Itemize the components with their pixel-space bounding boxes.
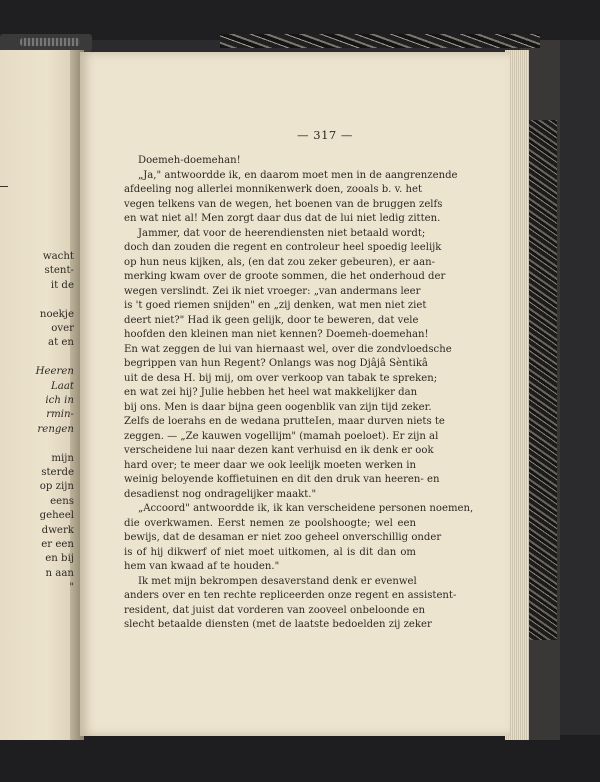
- text-line: die overkwamen. Eerst nemen ze poolshoogte; wel een: [124, 517, 416, 529]
- left-fragment: geheel: [39, 510, 74, 522]
- left-page-text-fragments: [0, 250, 76, 594]
- text-line: hoofden den kleinen man niet kennen? Doemeh-doemehan!: [124, 329, 429, 340]
- text-line: En wat zeggen de lui van hiernaast wel, over die zondvloedsche: [124, 343, 452, 355]
- left-fragment: at en: [48, 337, 74, 349]
- text-line: is of hij dikwerf of niet moet uitkomen, al is dit dan om: [124, 546, 416, 558]
- text-line: bewijs, dat de desaman er niet zoo geheel onverschillig onder: [124, 532, 442, 543]
- left-fragment: ": [69, 582, 74, 594]
- text-line: Doemeh-doemehan!: [138, 155, 241, 166]
- text-line: doch dan zouden die regent en controleur heel spoedig leelijk: [124, 242, 442, 253]
- left-fragment: wacht: [42, 251, 74, 262]
- left-fragment: rengen: [37, 423, 74, 435]
- left-fragment: op zijn: [39, 481, 74, 493]
- text-line: anders over en ten rechte repliceerden onze regent en assistent-: [124, 590, 457, 601]
- left-fragment: er een: [41, 539, 74, 550]
- marbled-endpaper-top: [220, 34, 540, 48]
- text-line: en wat zei hij? Julie hebben het heel wat makkelijker dan: [124, 387, 418, 398]
- text-line: resident, dat juist dat vorderen van zooveel onbeloonde en: [124, 604, 425, 616]
- text-line: „Accoord" antwoordde ik, ik kan verscheidene personen noemen,: [138, 503, 474, 514]
- text-line: Ik met mijn bekrompen desaverstand denk er evenwel: [138, 575, 417, 587]
- text-line: merking kwam over de groote sommen, die het onderhoud der: [124, 271, 446, 282]
- left-fragment: stent-: [44, 265, 74, 277]
- left-page-dash: [0, 186, 8, 187]
- text-line: vegen telkens van de wegen, het boenen van de bruggen zelfs: [124, 198, 443, 210]
- left-fragment: Laat: [50, 380, 74, 392]
- left-fragment: rmin-: [46, 409, 74, 421]
- text-line: hem van kwaad af te houden.": [124, 561, 280, 572]
- page-number: — 317 —: [297, 128, 353, 142]
- left-fragment: en bij: [45, 553, 74, 565]
- text-line: hard over; te meer daar we ook leelijk moeten werken in: [124, 459, 416, 471]
- left-fragment: ich in: [45, 395, 74, 406]
- left-fragment: sterde: [41, 467, 74, 478]
- text-line: Jammer, dat voor de heerendiensten niet betaald wordt;: [138, 227, 426, 239]
- text-line: verscheidene lui naar dezen kant verhuisd en ik denk er ook: [124, 445, 434, 456]
- text-line: en wat niet al! Men zorgt daar dus dat de lui niet ledig zitten.: [124, 213, 441, 224]
- left-fragment: mijn: [51, 452, 74, 464]
- left-fragment: it de: [50, 279, 74, 291]
- text-line: slecht betaalde diensten (met de laatste bedoelden zij zeker: [124, 619, 432, 630]
- text-line: begrippen van hun Regent? Onlangs was nog Djâjâ Sèntikâ: [124, 358, 428, 369]
- marbled-endpaper: [525, 120, 557, 640]
- text-line: is 't goed riemen snijden" en „zij denken, wat men niet ziet: [124, 300, 427, 311]
- text-line: desadienst nog ondragelijker maakt.": [124, 488, 317, 500]
- text-line: afdeeling nog allerlei monnikenwerk doen, zooals b. v. het: [124, 184, 423, 195]
- left-fragment: over: [51, 323, 74, 334]
- page-body-text: [124, 154, 474, 633]
- left-fragment: noekje: [39, 308, 74, 320]
- left-fragment: dwerk: [41, 524, 74, 536]
- text-line: „Ja," antwoordde ik, en daarom moet men in de aangrenzende: [138, 169, 458, 181]
- text-line: weinig beloyende koffietuinen en dit den druk van heeren- en: [124, 474, 440, 485]
- left-fragment: n aan: [45, 567, 74, 579]
- left-fragment: Heeren: [35, 366, 74, 378]
- text-line: op hun neus kijken, als, (en dat zou zeker gebeuren), er aan-: [124, 256, 436, 268]
- text-line: deert niet?" Had ik geen gelijk, door te beweren, dat vele: [124, 314, 419, 326]
- text-line: Zelfs de loerahs en de wedana prutteIen, maar durven niets te: [124, 416, 445, 427]
- text-line: uit de desa H. bij mij, om over verkoop van tabak te spreken;: [124, 372, 438, 384]
- text-line: bij ons. Men is daar bijna geen oogenblik van zijn tijd zeker.: [124, 401, 432, 413]
- text-line: wegen verslindt. Zei ik niet vroeger: „van andermans leer: [124, 285, 421, 297]
- left-fragment: eens: [50, 495, 74, 507]
- background-bottom: [0, 735, 600, 782]
- text-line: zeggen. — „Ze kauwen vogellijm" (mamah poeloet). Er zijn al: [124, 430, 439, 442]
